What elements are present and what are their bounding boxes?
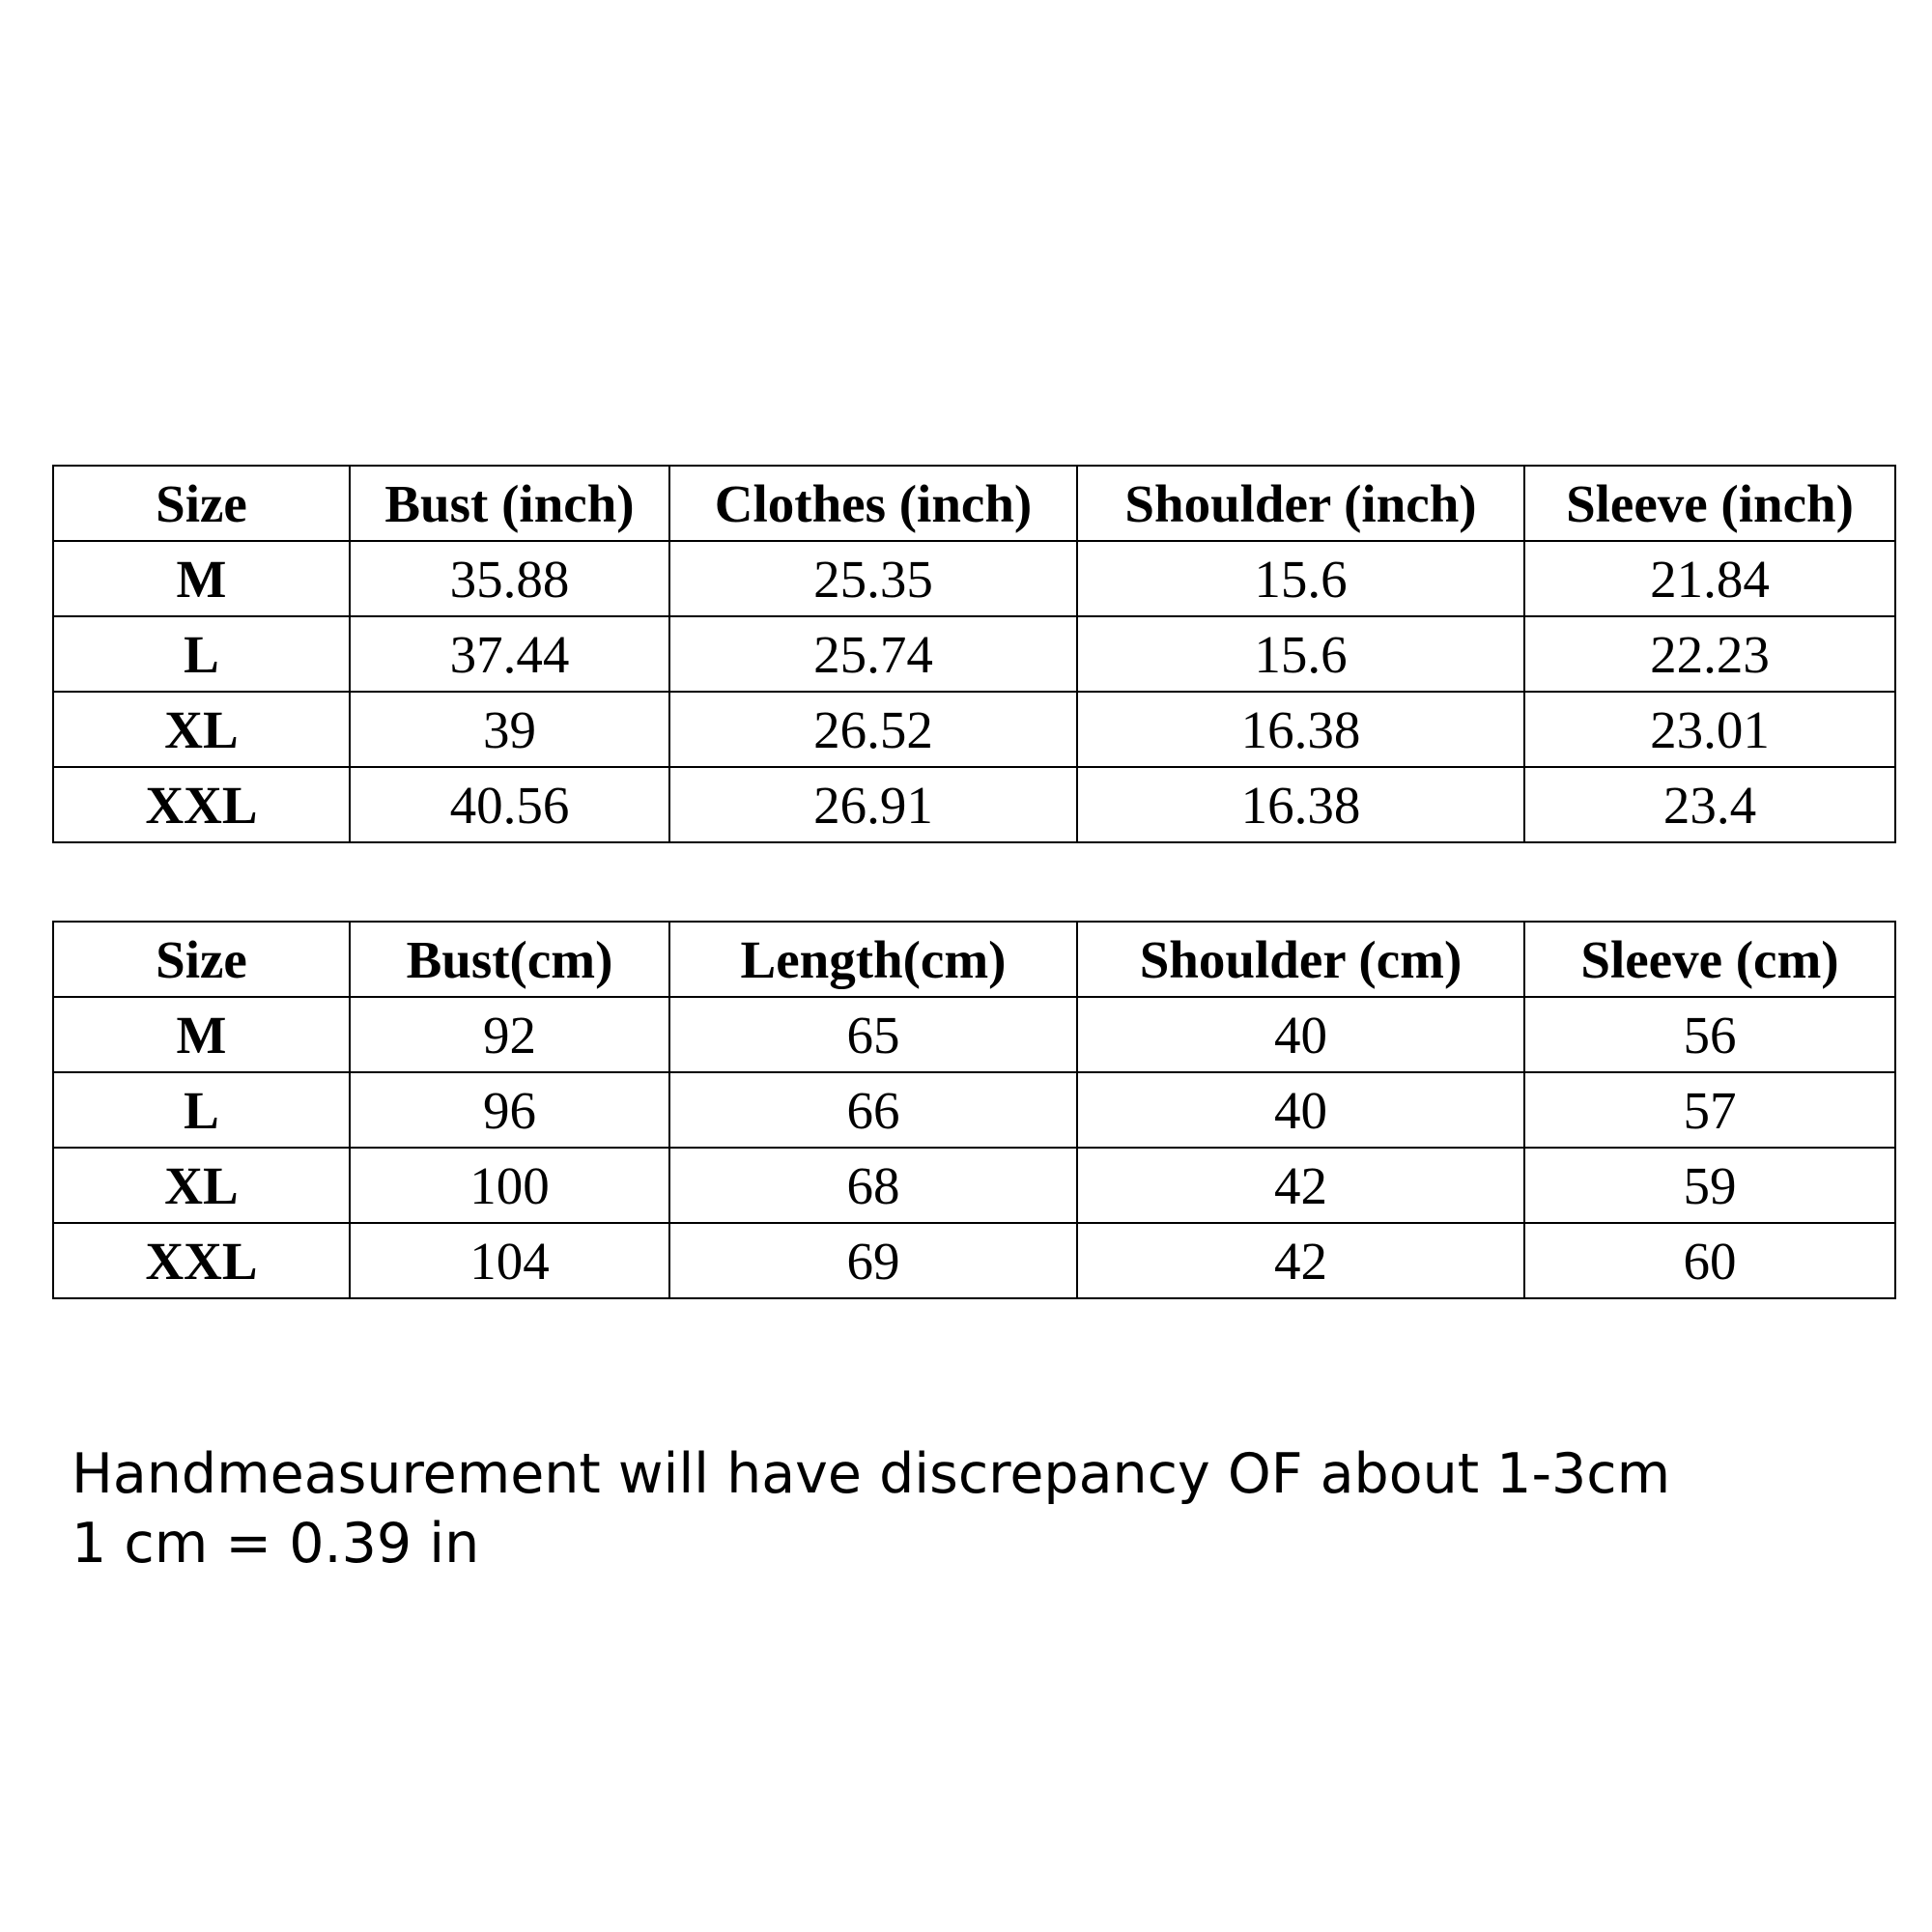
size-label: M (53, 541, 350, 616)
shoulder-value: 15.6 (1077, 616, 1524, 692)
size-chart-inch-table (52, 465, 1896, 843)
table-row (53, 997, 1895, 1072)
sleeve-value: 60 (1524, 1223, 1895, 1298)
sleeve-value: 23.01 (1524, 692, 1895, 767)
measurement-notes (71, 1439, 1670, 1578)
header-shoulder: Shoulder (cm) (1077, 922, 1524, 997)
conversion-note: 1 cm = 0.39 in (71, 1512, 480, 1576)
shoulder-value: 16.38 (1077, 767, 1524, 842)
sleeve-value: 23.4 (1524, 767, 1895, 842)
shoulder-value: 15.6 (1077, 541, 1524, 616)
table-row (53, 692, 1895, 767)
bust-value: 100 (350, 1148, 669, 1223)
length-value: 69 (669, 1223, 1077, 1298)
sleeve-value: 21.84 (1524, 541, 1895, 616)
bust-value: 37.44 (350, 616, 669, 692)
size-label: XXL (53, 767, 350, 842)
bust-value: 104 (350, 1223, 669, 1298)
header-sleeve: Sleeve (inch) (1524, 466, 1895, 541)
clothes-value: 25.74 (669, 616, 1077, 692)
table-header-row (53, 466, 1895, 541)
size-label: XXL (53, 1223, 350, 1298)
sleeve-value: 59 (1524, 1148, 1895, 1223)
length-value: 68 (669, 1148, 1077, 1223)
size-label: L (53, 616, 350, 692)
table-row (53, 616, 1895, 692)
shoulder-value: 40 (1077, 997, 1524, 1072)
length-value: 65 (669, 997, 1077, 1072)
header-size: Size (53, 922, 350, 997)
shoulder-value: 42 (1077, 1223, 1524, 1298)
size-label: XL (53, 1148, 350, 1223)
header-sleeve: Sleeve (cm) (1524, 922, 1895, 997)
table-row (53, 1072, 1895, 1148)
header-size: Size (53, 466, 350, 541)
table-row (53, 1148, 1895, 1223)
header-length: Length(cm) (669, 922, 1077, 997)
size-label: L (53, 1072, 350, 1148)
discrepancy-note: Handmeasurement will have discrepancy OF about 1-3cm (71, 1442, 1671, 1506)
clothes-value: 26.91 (669, 767, 1077, 842)
size-chart-cm-table (52, 921, 1896, 1299)
size-label: XL (53, 692, 350, 767)
sleeve-value: 22.23 (1524, 616, 1895, 692)
sleeve-value: 56 (1524, 997, 1895, 1072)
clothes-value: 26.52 (669, 692, 1077, 767)
bust-value: 35.88 (350, 541, 669, 616)
header-bust: Bust (inch) (350, 466, 669, 541)
clothes-value: 25.35 (669, 541, 1077, 616)
header-bust: Bust(cm) (350, 922, 669, 997)
table-row (53, 1223, 1895, 1298)
table-header-row (53, 922, 1895, 997)
bust-value: 96 (350, 1072, 669, 1148)
header-clothes: Clothes (inch) (669, 466, 1077, 541)
table-row (53, 541, 1895, 616)
shoulder-value: 42 (1077, 1148, 1524, 1223)
shoulder-value: 40 (1077, 1072, 1524, 1148)
bust-value: 92 (350, 997, 669, 1072)
header-shoulder: Shoulder (inch) (1077, 466, 1524, 541)
table-row (53, 767, 1895, 842)
bust-value: 39 (350, 692, 669, 767)
sleeve-value: 57 (1524, 1072, 1895, 1148)
bust-value: 40.56 (350, 767, 669, 842)
length-value: 66 (669, 1072, 1077, 1148)
shoulder-value: 16.38 (1077, 692, 1524, 767)
size-label: M (53, 997, 350, 1072)
